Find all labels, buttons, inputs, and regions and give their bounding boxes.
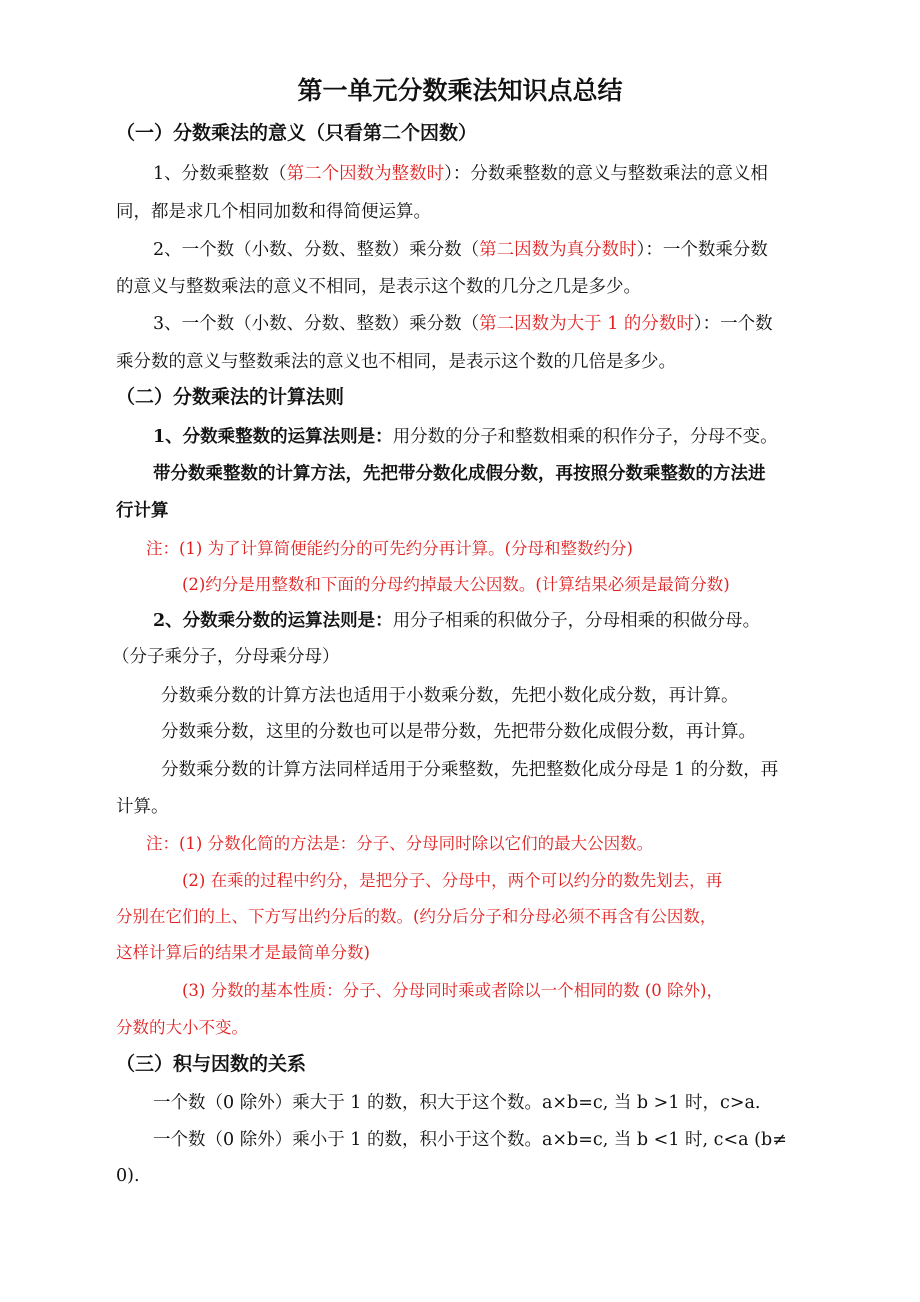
paragraph-1-prefix: 1、分数乘整数（ (153, 164, 287, 184)
note-2-line-3: 分别在它们的上、下方写出约分后的数。(约分后分子和分母必须不再含有公因数， (116, 907, 717, 926)
rule-2-label: 2、分数乘分数的运算法则是： (153, 611, 393, 631)
paragraph-2-line-1 (153, 238, 813, 262)
rule-2-text: 用分子相乘的积做分子，分母相乘的积做分母。 (392, 611, 761, 631)
paragraph-3-line-2: 乘分数的意义与整数乘法的意义也不相同，是表示这个数的几倍是多少。 (116, 352, 676, 372)
extension-3-line-2: 计算。 (116, 797, 169, 817)
rule-2-line-2: （分子乘分子，分母乘分母） (112, 647, 340, 667)
paragraph-2-condition: 第二因数为真分数时 (479, 240, 637, 260)
paragraph-1-suffix: ）：分数乘整数的意义与整数乘法的意义相 (444, 164, 768, 184)
rule-1-line (153, 425, 813, 449)
rule-2-line (153, 609, 813, 633)
relation-line-1: 一个数（0 除外）乘大于 1 的数，积大于这个数。a×b=c, 当 b >1 时，c>a. (153, 1093, 761, 1113)
rule-1-text: 用分数的分子和整数相乘的积作分子，分母不变。 (392, 427, 778, 447)
extension-3-line-1: 分数乘分数的计算方法同样适用于分乘整数，先把整数化成分母是 1 的分数，再 (161, 760, 779, 780)
paragraph-2-line-2: 的意义与整数乘法的意义不相同，是表示这个数的几分之几是多少。 (116, 277, 641, 297)
extension-1: 分数乘分数的计算方法也适用于小数乘分数，先把小数化成分数，再计算。 (161, 686, 739, 706)
rule-1-label: 1、分数乘整数的运算法则是： (153, 427, 393, 447)
paragraph-2-suffix: ）：一个数乘分数 (636, 240, 768, 260)
paragraph-1-line-2: 同，都是求几个相同加数和得简便运算。 (116, 202, 431, 222)
paragraph-2-prefix: 2、一个数（小数、分数、整数）乘分数（ (153, 240, 480, 260)
relation-line-2: 一个数（0 除外）乘小于 1 的数，积小于这个数。a×b=c, 当 b <1 时, c<a (b≠ (153, 1130, 787, 1150)
paragraph-3-suffix: ）：一个数 (693, 314, 773, 334)
note-2-line-4: 这样计算后的结果才是最简单分数) (116, 943, 370, 962)
paragraph-1-condition: 第二个因数为整数时 (286, 164, 445, 184)
extension-2: 分数乘分数，这里的分数也可以是带分数，先把带分数化成假分数，再计算。 (161, 722, 756, 742)
page-title: 第一单元分数乘法知识点总结 (297, 76, 623, 105)
paragraph-3-condition: 第二因数为大于 1 的分数时 (479, 314, 694, 334)
note-2-line-6: 分数的大小不变。 (116, 1018, 248, 1037)
mixed-number-rule-line-2: 行计算 (116, 501, 169, 521)
section-heading-3: （三）积与因数的关系 (116, 1053, 307, 1075)
note-1-line-2: (2)约分是用整数和下面的分母约掉最大公因数。(计算结果必须是最简分数) (182, 575, 730, 594)
section-heading-1: （一）分数乘法的意义（只看第二个因数） (116, 122, 478, 144)
mixed-number-rule-line-1: 带分数乘整数的计算方法，先把带分数化成假分数，再按照分数乘整数的方法进 (153, 464, 766, 484)
relation-line-3: 0). (116, 1166, 140, 1186)
note-2-line-2: (2) 在乘的过程中约分，是把分子、分母中，两个可以约分的数先划去，再 (182, 871, 723, 890)
note-1-line-1: 注：(1) 为了计算简便能约分的可先约分再计算。(分母和整数约分) (146, 539, 633, 558)
paragraph-3-line-1 (153, 312, 813, 336)
paragraph-1-line-1 (153, 162, 813, 186)
note-2-line-5: (3) 分数的基本性质：分子、分母同时乘或者除以一个相同的数 (0 除外)， (182, 981, 723, 1000)
paragraph-3-prefix: 3、一个数（小数、分数、整数）乘分数（ (153, 314, 480, 334)
section-heading-2: （二）分数乘法的计算法则 (116, 386, 345, 408)
note-2-line-1: 注：(1) 分数化简的方法是：分子、分母同时除以它们的最大公因数。 (146, 834, 654, 853)
